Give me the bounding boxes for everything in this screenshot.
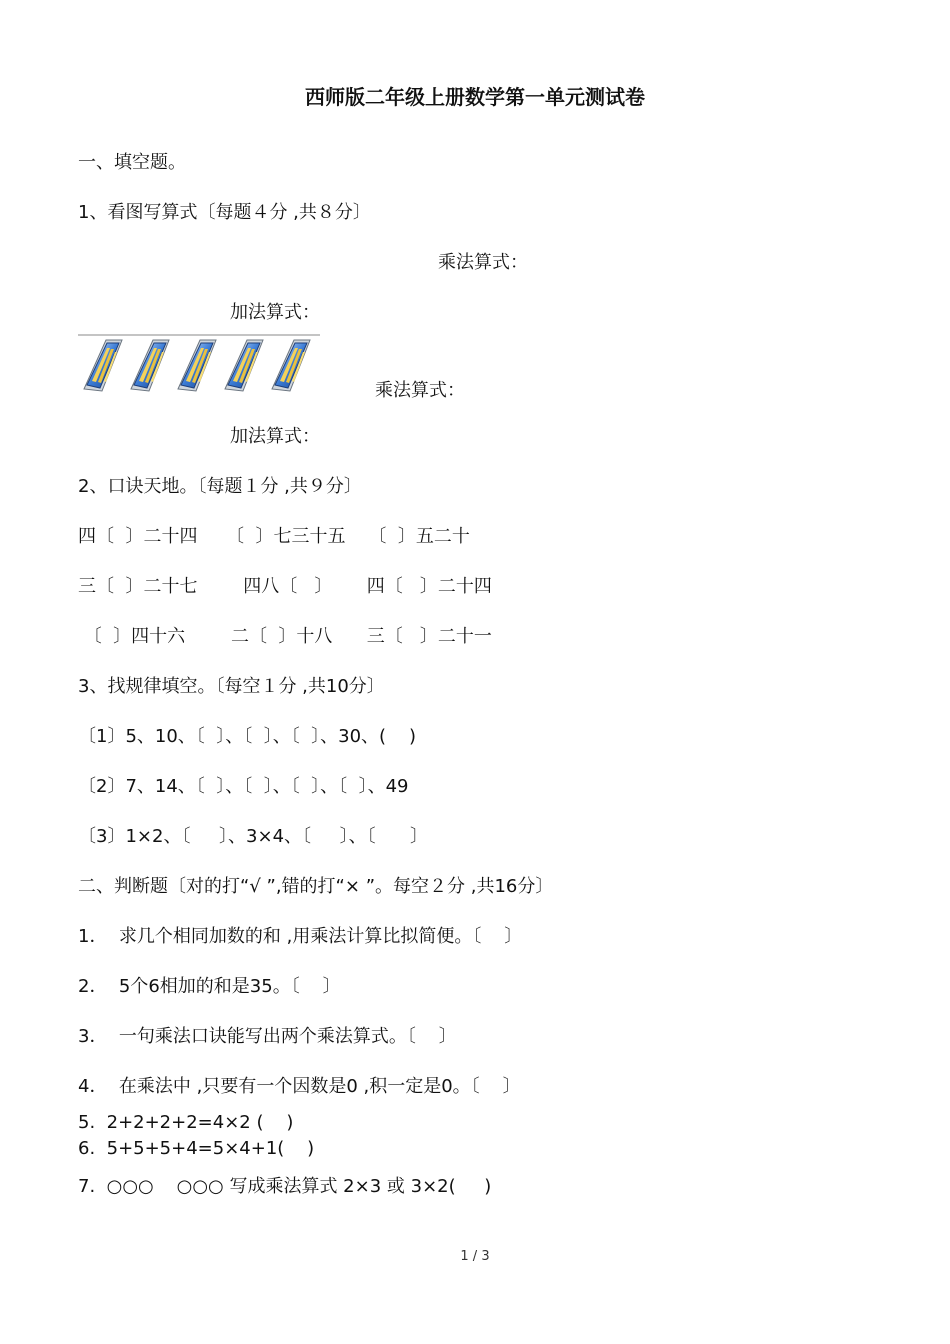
judgment-item: 7. ○○○ ○○○ 写成乘法算式 2×3 或 3×2( ) [78,1176,492,1197]
addition-label-2: 加法算式： [230,426,320,447]
pattern-item: 〔2〕7、14、〔 〕、〔 〕、〔 〕、〔 〕、49 [78,776,409,797]
question-2: 2、口诀天地。〔每题１分 ,共９分〕 [78,476,362,497]
multiplication-label-2: 乘法算式： [375,380,465,401]
pattern-item: 〔3〕1×2、〔 〕、3×4、〔 〕、〔 〕 [78,826,428,847]
judgment-item: 4． 在乘法中 ,只要有一个因数是0 ,积一定是0。〔 〕 [78,1076,521,1097]
section1-heading: 一、填空题。 [78,152,186,173]
page-title: 西师版二年级上册数学第一单元测试卷 [305,85,645,109]
multiplication-label-1: 乘法算式： [438,252,528,273]
addition-label-1: 加法算式： [230,302,320,323]
question-1: 1、看图写算式〔每题４分 ,共８分〕 [78,202,371,223]
question-3: 3、找规律填空。〔每空１分 ,共10分〕 [78,676,385,697]
pencil-cases-image [78,334,320,396]
section2-heading: 二、判断题〔对的打“√ ”,错的打“× ”。每空２分 ,共16分〕 [78,876,554,897]
judgment-item: 5. 2+2+2+2=4×2 ( ) [78,1112,294,1133]
page-number: 1 / 3 [460,1249,490,1264]
judgment-item: 6. 5+5+5+4=5×4+1( ) [78,1138,315,1159]
chant-row: 三〔 〕二十七 四八〔 〕 四〔 〕二十四 [78,576,492,597]
pattern-item: 〔1〕5、10、〔 〕、〔 〕、〔 〕、30、( ) [78,726,416,747]
judgment-item: 3． 一句乘法口诀能写出两个乘法算式。〔 〕 [78,1026,457,1047]
judgment-item: 1． 求几个相同加数的和 ,用乘法计算比拟简便。〔 〕 [78,926,523,947]
judgment-item: 2． 5个6相加的和是35。〔 〕 [78,976,341,997]
chant-row: 四〔 〕二十四 〔 〕七三十五 〔 〕五二十 [78,526,470,547]
chant-row: 〔 〕四十六 二〔 〕十八 三〔 〕二十一 [78,626,492,647]
